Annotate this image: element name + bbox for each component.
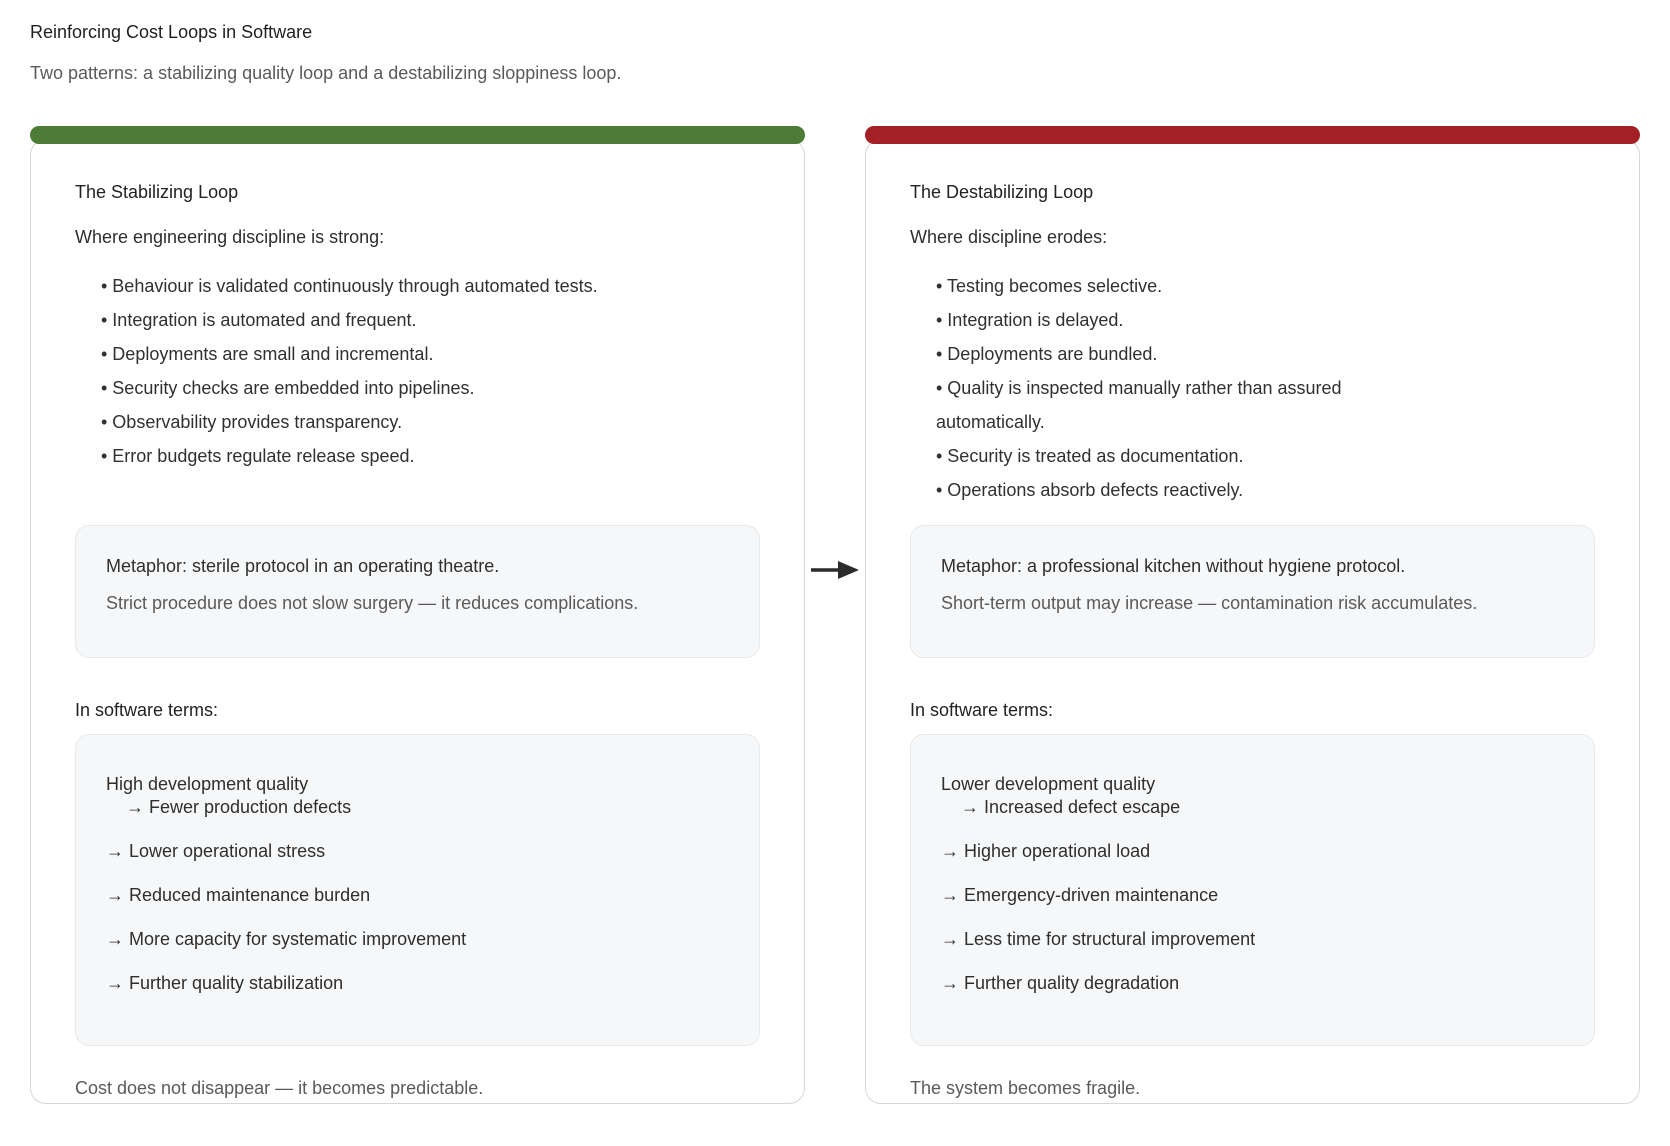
stabilizing-card-header — [75, 140, 760, 525]
software-terms-label: In software terms: — [910, 700, 1054, 720]
bullet-list — [101, 269, 760, 473]
metaphor-sub: Strict procedure does not slow surgery — it reduces complications. — [106, 593, 639, 613]
chain-line: → Less time for structural improvement — [941, 929, 1256, 949]
destabilizing-accent-bar — [865, 126, 1640, 144]
causal-chain-box — [910, 734, 1595, 1046]
metaphor-main: Metaphor: sterile protocol in an operating theatre. — [106, 556, 500, 576]
flow-arrow-icon — [810, 559, 860, 581]
chain-line: → Higher operational load — [941, 841, 1151, 861]
destabilizing-card-header — [910, 140, 1595, 525]
chain-line: → Emergency-driven maintenance — [941, 885, 1219, 905]
page-title: Reinforcing Cost Loops in Software — [30, 22, 313, 42]
card-title: The Stabilizing Loop — [75, 182, 239, 202]
bullet-line: • Testing becomes selective. — [936, 276, 1163, 296]
card-conclusion: The system becomes fragile. — [910, 1078, 1141, 1098]
bullet-line: • Deployments are bundled. — [936, 344, 1158, 364]
chain-line: → Further quality degradation — [941, 973, 1180, 993]
chain-line: → Further quality stabilization — [106, 973, 344, 993]
bullet-line: • Operations absorb defects reactively. — [936, 480, 1244, 500]
chain-line: High development quality — [106, 774, 309, 794]
software-terms-label: In software terms: — [75, 700, 219, 720]
metaphor-box — [75, 525, 760, 658]
bullet-list — [936, 269, 1595, 507]
stabilizing-card-body — [30, 139, 805, 1104]
bullet-line: • Error budgets regulate release speed. — [101, 446, 415, 466]
chain-line: → Fewer production defects — [126, 797, 352, 817]
card-title: The Destabilizing Loop — [910, 182, 1094, 202]
card-intro: Where engineering discipline is strong: — [75, 227, 385, 247]
stabilizing-accent-bar — [30, 126, 805, 144]
metaphor-main: Metaphor: a professional kitchen without hygiene protocol. — [941, 556, 1406, 576]
destabilizing-card — [865, 126, 1640, 1104]
bullet-line: • Deployments are small and incremental. — [101, 344, 434, 364]
metaphor-box — [910, 525, 1595, 658]
bullet-line: • Quality is inspected manually rather than assured — [936, 378, 1342, 398]
bullet-line: • Behaviour is validated continuously through automated tests. — [101, 276, 598, 296]
bullet-line: • Security checks are embedded into pipelines. — [101, 378, 475, 398]
bullet-line: • Integration is delayed. — [936, 310, 1124, 330]
chain-line: → Lower operational stress — [106, 841, 326, 861]
page-subtitle: Two patterns: a stabilizing quality loop and a destabilizing sloppiness loop. — [30, 63, 622, 83]
metaphor-sub: Short-term output may increase — contamination risk accumulates. — [941, 593, 1478, 613]
stabilizing-card — [30, 126, 805, 1104]
chain-line: → Reduced maintenance burden — [106, 885, 371, 905]
card-intro: Where discipline erodes: — [910, 227, 1108, 247]
chain-line: → Increased defect escape — [961, 797, 1181, 817]
bullet-line-continuation: automatically. — [936, 412, 1045, 432]
loop-cards-row — [30, 126, 1640, 1104]
bullet-line: • Integration is automated and frequent. — [101, 310, 417, 330]
bullet-line: • Security is treated as documentation. — [936, 446, 1244, 466]
destabilizing-card-body — [865, 139, 1640, 1104]
chain-line: Lower development quality — [941, 774, 1156, 794]
bullet-line: • Observability provides transparency. — [101, 412, 403, 432]
card-conclusion: Cost does not disappear — it becomes predictable. — [75, 1078, 484, 1098]
causal-chain-box — [75, 734, 760, 1046]
chain-line: → More capacity for systematic improvement — [106, 929, 467, 949]
